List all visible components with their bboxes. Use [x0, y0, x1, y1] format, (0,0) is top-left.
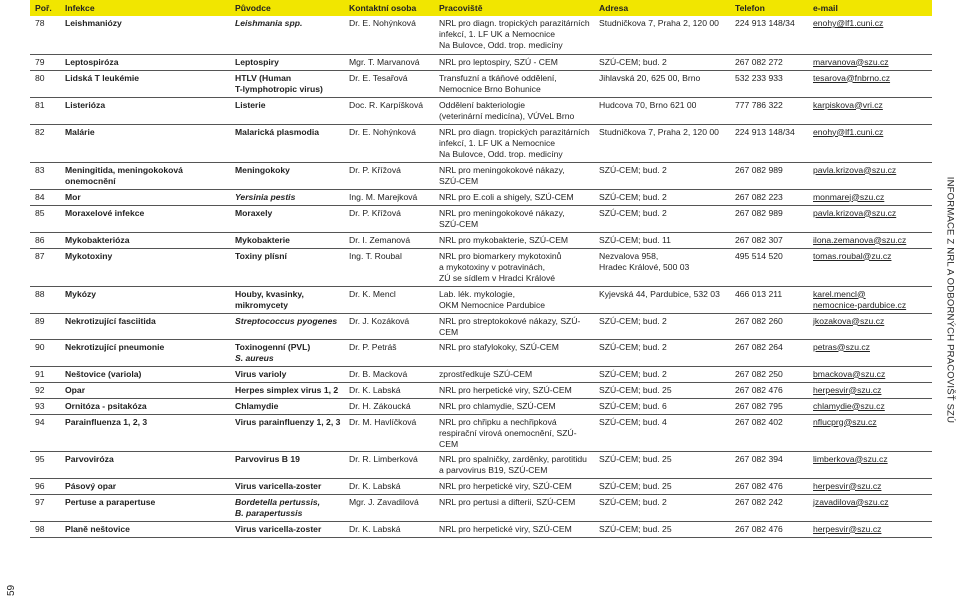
cell-agent: Houby, kvasinky, mikromycety	[235, 288, 304, 310]
cell-address: SZÚ-CEM; bud. 4	[599, 416, 667, 427]
cell-address: Hudcova 70, Brno 621 00	[599, 99, 697, 110]
cell-disease: Pertuse a parapertuse	[65, 496, 156, 507]
table-row	[30, 232, 932, 248]
cell-contact: Mgr. J. Zavadilová	[349, 496, 419, 507]
cell-contact: Dr. K. Mencl	[349, 288, 396, 299]
cell-contact: Dr. M. Havlíčková	[349, 416, 417, 427]
cell-phone: 267 082 260	[735, 315, 783, 326]
col-header-agent: Původce	[235, 2, 271, 13]
cell-workplace: NRL pro streptokokové nákazy, SZÚ-CEM	[439, 315, 581, 337]
cell-email[interactable]: limberkova@szu.cz	[813, 453, 888, 464]
cell-phone: 532 233 933	[735, 72, 783, 83]
cell-address: SZÚ-CEM; bud. 25	[599, 384, 672, 395]
cell-agent: Yersinia pestis	[235, 191, 296, 202]
table-row	[30, 451, 932, 478]
cell-phone: 267 082 989	[735, 164, 783, 175]
cell-contact: Ing. T. Roubal	[349, 250, 402, 261]
cell-contact: Dr. K. Labská	[349, 384, 401, 395]
cell-contact: Dr. J. Kozáková	[349, 315, 410, 326]
cell-contact: Dr. K. Labská	[349, 480, 401, 491]
cell-address: SZÚ-CEM; bud. 2	[599, 164, 667, 175]
table-row	[30, 124, 932, 162]
col-header-disease: Infekce	[65, 2, 95, 13]
cell-num: 98	[35, 523, 45, 534]
cell-email[interactable]: jkozakova@szu.cz	[813, 315, 885, 326]
cell-disease: Meningitida, meningokoková onemocnění	[65, 164, 183, 186]
cell-agent: Moraxely	[235, 207, 273, 218]
table-row	[30, 16, 932, 54]
col-header-contact: Kontaktní osoba	[349, 2, 417, 13]
cell-contact: Ing. M. Marejková	[349, 191, 418, 202]
cell-address: SZÚ-CEM; bud. 2	[599, 207, 667, 218]
col-header-address: Adresa	[599, 2, 629, 13]
cell-contact: Dr. P. Křížová	[349, 207, 401, 218]
cell-address: SZÚ-CEM; bud. 2	[599, 341, 667, 352]
cell-workplace: NRL pro meningokokové nákazy, SZÚ-CEM	[439, 164, 565, 186]
cell-phone: 267 082 264	[735, 341, 783, 352]
cell-disease: Neštovice (variola)	[65, 368, 142, 379]
cell-num: 80	[35, 72, 45, 83]
cell-address: SZÚ-CEM; bud. 25	[599, 480, 672, 491]
cell-phone: 267 082 795	[735, 400, 783, 411]
cell-disease: Listerióza	[65, 99, 106, 110]
cell-workplace: NRL pro chřipku a nechřipková respirační virová onemocnění, SZÚ-CEM	[439, 416, 577, 449]
cell-workplace: zprostředkuje SZÚ-CEM	[439, 368, 533, 379]
cell-address: SZÚ-CEM; bud. 2	[599, 56, 667, 67]
agent-line: S. aureus	[235, 352, 274, 363]
cell-email[interactable]: marvanova@szu.cz	[813, 56, 889, 67]
cell-disease: Mykózy	[65, 288, 97, 299]
cell-email[interactable]: nflucprg@szu.cz	[813, 416, 877, 427]
cell-contact: Dr. R. Limberková	[349, 453, 418, 464]
cell-contact: Dr. K. Labská	[349, 523, 401, 534]
cell-workplace: NRL pro pertusi a difterii, SZÚ-CEM	[439, 496, 576, 507]
cell-agent: Virus varicella-zoster	[235, 480, 322, 491]
cell-num: 97	[35, 496, 45, 507]
cell-num: 89	[35, 315, 45, 326]
table-row	[30, 248, 932, 286]
cell-agent: Parvovirus B 19	[235, 453, 300, 464]
cell-phone: 495 514 520	[735, 250, 783, 261]
cell-phone: 224 913 148/34	[735, 126, 795, 137]
cell-phone: 267 082 476	[735, 523, 783, 534]
cell-phone: 267 082 394	[735, 453, 783, 464]
cell-phone: 777 786 322	[735, 99, 783, 110]
cell-workplace: NRL pro E.coli a shigely, SZÚ-CEM	[439, 191, 574, 202]
cell-num: 78	[35, 18, 45, 28]
cell-workplace: NRL pro leptospiry, SZÚ - CEM	[439, 56, 558, 67]
cell-disease: Mykobakterióza	[65, 234, 130, 245]
cell-phone: 267 082 242	[735, 496, 783, 507]
cell-disease: Parainfluenza 1, 2, 3	[65, 416, 148, 427]
cell-agent: Meningokoky	[235, 164, 290, 175]
cell-contact: Dr. P. Petráš	[349, 341, 397, 352]
cell-email[interactable]: bmackova@szu.cz	[813, 368, 886, 379]
cell-address: Kyjevská 44, Pardubice, 532 03	[599, 288, 720, 299]
cell-email[interactable]: ilona.zemanova@szu.cz	[813, 234, 907, 245]
cell-phone: 267 082 989	[735, 207, 783, 218]
cell-disease: Planě neštovice	[65, 523, 130, 534]
col-header-num: Poř.	[35, 2, 52, 13]
page-number: 59	[6, 584, 17, 596]
section-title-vertical: INFORMACE Z NRL A ODBORNÝCH PRACOVIŠŤ SZÚ	[944, 176, 956, 424]
cell-email[interactable]: chlamydie@szu.cz	[813, 400, 885, 411]
cell-address: SZÚ-CEM; bud. 2	[599, 191, 667, 202]
table-row	[30, 382, 932, 398]
cell-agent: Streptococcus pyogenes	[235, 315, 338, 326]
cell-disease: Opar	[65, 384, 86, 395]
cell-contact: Dr. E. Nohýnková	[349, 18, 416, 28]
cell-email[interactable]: pavla.krizova@szu.cz	[813, 164, 897, 175]
cell-num: 84	[35, 191, 45, 202]
cell-contact: Dr. P. Křížová	[349, 164, 401, 175]
cell-address: Studničkova 7, Praha 2, 120 00	[599, 126, 719, 137]
cell-email[interactable]: tomas.roubal@zu.cz	[813, 250, 892, 261]
cell-address: SZÚ-CEM; bud. 6	[599, 400, 667, 411]
cell-agent	[230, 339, 344, 366]
cell-contact: Doc. R. Karpíšková	[349, 99, 424, 110]
cell-num: 85	[35, 207, 45, 218]
contacts-table	[30, 0, 932, 538]
cell-email[interactable]: enohy@lf1.cuni.cz	[813, 126, 884, 137]
table-body	[30, 16, 932, 537]
cell-address: Studničkova 7, Praha 2, 120 00	[599, 18, 719, 28]
cell-num: 86	[35, 234, 45, 245]
table-row	[30, 205, 932, 232]
cell-phone: 267 082 476	[735, 384, 783, 395]
cell-agent: HTLV (Human T-lymphotropic virus)	[235, 72, 323, 94]
cell-agent: Leishmania spp.	[235, 18, 303, 28]
cell-disease: Malárie	[65, 126, 95, 137]
cell-workplace: NRL pro herpetické viry, SZÚ-CEM	[439, 480, 572, 491]
cell-address: SZÚ-CEM; bud. 25	[599, 523, 672, 534]
cell-contact: Dr. B. Macková	[349, 368, 408, 379]
cell-workplace: Transfuzní a tkáňové oddělení, Nemocnice Brno Bohunice	[439, 72, 557, 94]
cell-workplace: NRL pro herpetické viry, SZÚ-CEM	[439, 384, 572, 395]
cell-workplace: Oddělení bakteriologie (veterinární medicína), VÚVeL Brno	[439, 99, 575, 121]
cell-agent: Malarická plasmodia	[235, 126, 320, 137]
cell-address: SZÚ-CEM; bud. 2	[599, 496, 667, 507]
cell-phone: 466 013 211	[735, 288, 783, 299]
cell-email[interactable]: jzavadilova@szu.cz	[813, 496, 889, 507]
cell-contact: Mgr. T. Marvanová	[349, 56, 420, 67]
cell-phone: 224 913 148/34	[735, 18, 795, 28]
cell-workplace: NRL pro meningokokové nákazy, SZÚ-CEM	[439, 207, 565, 229]
cell-disease: Mykotoxiny	[65, 250, 113, 261]
col-header-workplace: Pracoviště	[439, 2, 483, 13]
header-row	[30, 0, 932, 16]
table-row	[30, 70, 932, 97]
cell-disease: Mor	[65, 191, 81, 202]
cell-num: 88	[35, 288, 45, 299]
cell-num: 79	[35, 56, 45, 67]
cell-email[interactable]: enohy@lf1.cuni.cz	[813, 18, 884, 28]
cell-address: Nezvalova 958, Hradec Králové, 500 03	[599, 250, 690, 272]
cell-address: SZÚ-CEM; bud. 2	[599, 368, 667, 379]
cell-phone: 267 082 476	[735, 480, 783, 491]
table-row	[30, 494, 932, 521]
col-header-email: e-mail	[813, 2, 838, 13]
cell-disease: Nekrotizující pneumonie	[65, 341, 165, 352]
cell-disease: Leptospiróza	[65, 56, 119, 67]
cell-workplace: NRL pro herpetické viry, SZÚ-CEM	[439, 523, 572, 534]
table-row	[30, 366, 932, 382]
cell-email[interactable]: herpesvir@szu.cz	[813, 523, 882, 534]
table-row	[30, 339, 932, 366]
cell-num: 81	[35, 99, 45, 110]
cell-agent: Virus varioly	[235, 368, 287, 379]
cell-disease: Lidská T leukémie	[65, 72, 140, 83]
table-row	[30, 414, 932, 451]
cell-contact: Dr. I. Zemanová	[349, 234, 411, 245]
page	[30, 0, 932, 603]
cell-workplace: NRL pro chlamydie, SZÚ-CEM	[439, 400, 556, 411]
cell-num: 91	[35, 368, 45, 379]
cell-disease: Leishmaniózy	[65, 18, 122, 28]
cell-contact: Dr. H. Zákoucká	[349, 400, 411, 411]
cell-email[interactable]: karel.mencl@ nemocnice-pardubice.cz	[813, 288, 907, 310]
cell-agent: Toxiny plísní	[235, 250, 287, 261]
cell-contact: Dr. E. Nohýnková	[349, 126, 416, 137]
cell-agent: Virus varicella-zoster	[235, 523, 322, 534]
cell-num: 82	[35, 126, 45, 137]
table-row	[30, 54, 932, 70]
cell-agent: Mykobakterie	[235, 234, 290, 245]
cell-num: 90	[35, 341, 45, 352]
cell-agent: Listerie	[235, 99, 266, 110]
cell-num: 93	[35, 400, 45, 411]
cell-agent: Herpes simplex virus 1, 2	[235, 384, 339, 395]
cell-num: 94	[35, 416, 45, 427]
cell-contact: Dr. E. Tesařová	[349, 72, 408, 83]
cell-agent: Virus parainfluenzy 1, 2, 3	[235, 416, 341, 427]
cell-address: SZÚ-CEM; bud. 2	[599, 315, 667, 326]
cell-disease: Nekrotizující fasciitida	[65, 315, 156, 326]
table-row	[30, 398, 932, 414]
table-row	[30, 286, 932, 313]
cell-disease: Ornitóza - psitakóza	[65, 400, 147, 411]
col-header-phone: Telefon	[735, 2, 765, 13]
table-row	[30, 313, 932, 339]
cell-email[interactable]: petras@szu.cz	[813, 341, 870, 352]
cell-workplace: NRL pro stafylokoky, SZÚ-CEM	[439, 341, 559, 352]
cell-address: Jihlavská 20, 625 00, Brno	[599, 72, 701, 83]
cell-workplace: NRL pro mykobakterie, SZÚ-CEM	[439, 234, 569, 245]
table-row	[30, 478, 932, 494]
cell-num: 96	[35, 480, 45, 491]
cell-num: 95	[35, 453, 45, 464]
cell-phone: 267 082 250	[735, 368, 783, 379]
cell-phone: 267 082 272	[735, 56, 783, 67]
cell-workplace: Lab. lék. mykologie, OKM Nemocnice Pardubice	[439, 288, 546, 310]
cell-phone: 267 082 223	[735, 191, 783, 202]
table-row	[30, 521, 932, 537]
cell-agent: Bordetella pertussis, B. parapertussis	[235, 496, 321, 518]
table-row	[30, 97, 932, 124]
cell-email[interactable]: herpesvir@szu.cz	[813, 480, 882, 491]
cell-workplace: NRL pro diagn. tropických parazitárních infekcí, 1. LF UK a Nemocnice Na Bulovce, Odd. trop. medicíny	[439, 126, 590, 159]
cell-address: SZÚ-CEM; bud. 25	[599, 453, 672, 464]
table-row	[30, 162, 932, 189]
cell-num: 87	[35, 250, 45, 261]
cell-email[interactable]: karpiskova@vri.cz	[813, 99, 883, 110]
cell-phone: 267 082 402	[735, 416, 783, 427]
cell-email[interactable]: pavla.krizova@szu.cz	[813, 207, 897, 218]
cell-workplace: NRL pro spalničky, zarděnky, parotitidu a parvovirus B19, SZÚ-CEM	[439, 453, 587, 475]
cell-email[interactable]: herpesvir@szu.cz	[813, 384, 882, 395]
cell-num: 92	[35, 384, 45, 395]
cell-phone: 267 082 307	[735, 234, 783, 245]
cell-email[interactable]: monmarej@szu.cz	[813, 191, 885, 202]
table-row	[30, 189, 932, 205]
cell-workplace: NRL pro diagn. tropických parazitárních infekcí, 1. LF UK a Nemocnice Na Bulovce, Odd. trop. medicíny	[439, 18, 590, 50]
cell-agent: Chlamydie	[235, 400, 279, 411]
cell-workplace: NRL pro biomarkery mykotoxinů a mykotoxiny v potravinách, ZÚ se sídlem v Hradci Králové	[439, 250, 562, 283]
cell-address: SZÚ-CEM; bud. 11	[599, 234, 671, 245]
cell-disease: Moraxelové infekce	[65, 207, 145, 218]
cell-disease: Pásový opar	[65, 480, 117, 491]
cell-num: 83	[35, 164, 45, 175]
cell-disease: Parvoviróza	[65, 453, 114, 464]
cell-agent: Leptospiry	[235, 56, 279, 67]
cell-email[interactable]: tesarova@fnbrno.cz	[813, 72, 891, 83]
agent-line: Toxinogenní (PVL)	[235, 341, 311, 352]
